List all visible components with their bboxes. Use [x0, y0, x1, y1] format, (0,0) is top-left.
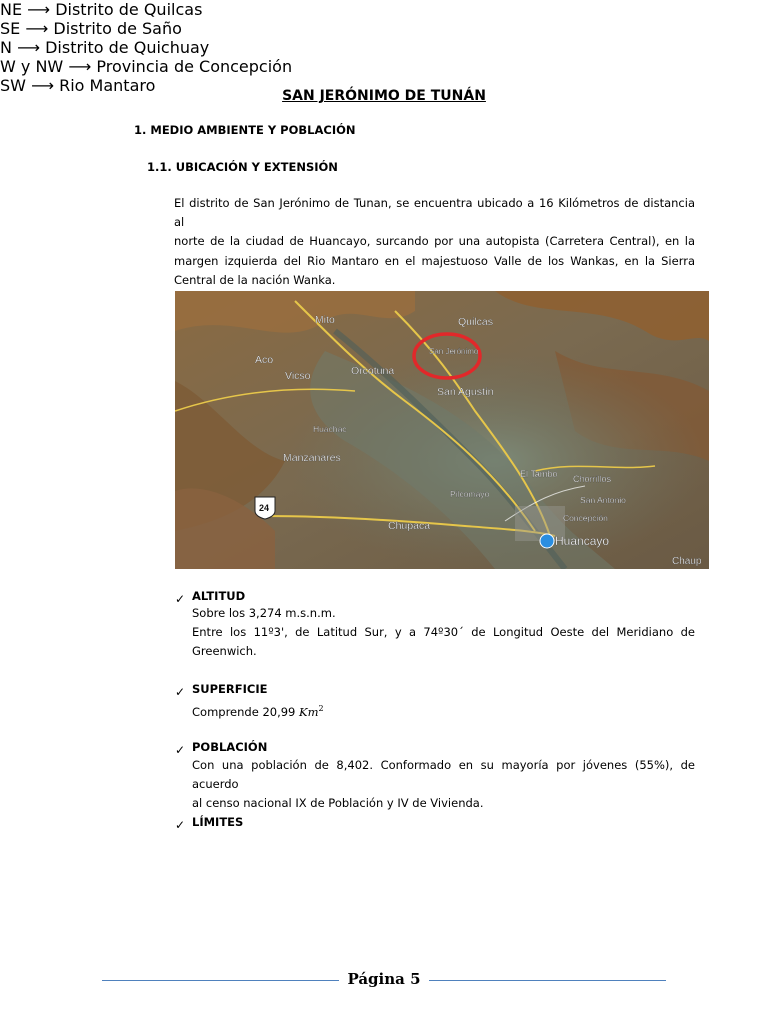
arrow-right-icon: ⟶ — [25, 19, 49, 38]
limit-place: Rio Mantaro — [59, 76, 156, 95]
map-label: San Agustín — [437, 386, 494, 398]
arrow-right-icon: ⟶ — [68, 57, 92, 76]
satellite-map — [175, 291, 709, 569]
limit-place: Distrito de Quilcas — [55, 0, 203, 19]
superficie-unit: Km — [299, 704, 319, 719]
subsection-heading: 1.1. UBICACIÓN Y EXTENSIÓN — [147, 160, 338, 174]
altitud-body — [192, 604, 695, 662]
superficie-exponent: 2 — [318, 704, 324, 713]
poblacion-line: al censo nacional IX de Población y IV de Vivienda. — [192, 796, 484, 811]
check-icon: ✓ — [175, 743, 186, 757]
list-item — [0, 38, 292, 57]
map-label: Orcotuna — [351, 365, 395, 377]
arrow-right-icon: ⟶ — [17, 38, 40, 57]
map-label: Manzanares — [283, 452, 341, 464]
limit-direction: W y NW — [0, 57, 64, 76]
limit-direction: N — [0, 38, 12, 57]
intro-line: Central de la nación Wanka. — [174, 272, 336, 287]
limit-direction: NE — [0, 0, 23, 19]
map-label: Quilcas — [458, 316, 494, 328]
map-label: Chaup — [672, 556, 702, 567]
altitud-line: Entre los 11º3', de Latitud Sur, y a 74º30´ de Longitud Oeste del Meridiano de — [192, 625, 695, 640]
page-title: SAN JERÓNIMO DE TUNÁN — [282, 88, 486, 104]
poblacion-body — [192, 756, 695, 814]
superficie-heading: SUPERFICIE — [192, 682, 268, 696]
map-label: Aco — [255, 354, 274, 366]
arrow-right-icon: ⟶ — [31, 76, 55, 95]
limit-direction: SW — [0, 76, 26, 95]
limit-place: Distrito de Quichuay — [45, 38, 210, 57]
list-item — [0, 57, 292, 76]
route-shield-label: 24 — [259, 503, 270, 513]
limit-place: Distrito de Saño — [53, 19, 182, 38]
check-icon: ✓ — [175, 592, 186, 606]
intro-line: norte de la ciudad de Huancayo, surcando por una autopista (Carretera Central), en la — [174, 234, 695, 249]
limit-place: Provincia de Concepción — [96, 57, 293, 76]
section-heading: 1. MEDIO AMBIENTE Y POBLACIÓN — [134, 123, 356, 137]
map-label: Vicso — [285, 370, 311, 382]
altitud-heading: ALTITUD — [192, 589, 246, 603]
intro-line: El distrito de San Jerónimo de Tunan, se encuentra ubicado a 16 Kilómetros de distancia al — [174, 196, 695, 230]
map-label: Huancayo — [555, 534, 610, 548]
poblacion-line: Con una población de 8,402. Conformado en su mayoría por jóvenes (55%), de acuerdo — [192, 758, 695, 792]
poblacion-heading: POBLACIÓN — [192, 740, 268, 754]
map-label: Mito — [315, 314, 335, 326]
arrow-right-icon: ⟶ — [27, 0, 51, 19]
page-number: Página 5 — [339, 970, 428, 988]
page-footer — [0, 969, 768, 988]
check-icon: ✓ — [175, 818, 186, 832]
altitud-line: Greenwich. — [192, 644, 257, 659]
map-label: San Jerónimo — [429, 347, 479, 356]
list-item — [0, 0, 292, 19]
superficie-text: Comprende 20,99 — [192, 704, 300, 719]
list-item — [0, 19, 292, 38]
limites-list — [0, 0, 292, 95]
check-icon: ✓ — [175, 685, 186, 699]
map-label: El Tambo — [520, 469, 558, 479]
intro-paragraph — [174, 194, 695, 290]
map-label: Chorrillos — [573, 474, 612, 484]
map-label: Huachac — [313, 424, 347, 434]
map-label: Concepción — [563, 513, 608, 523]
map-label: Pilcomayo — [450, 489, 490, 499]
map-label: San Antonio — [580, 495, 626, 505]
intro-line: margen izquierda del Rio Mantaro en el majestuoso Valle de los Wankas, en la Sierra — [174, 253, 695, 268]
list-item — [0, 76, 292, 95]
limites-heading: LÍMITES — [192, 815, 244, 829]
limit-direction: SE — [0, 19, 21, 38]
altitud-line: Sobre los 3,274 m.s.n.m. — [192, 606, 336, 620]
superficie-body — [192, 699, 324, 722]
map-label: Chupaca — [388, 520, 431, 532]
